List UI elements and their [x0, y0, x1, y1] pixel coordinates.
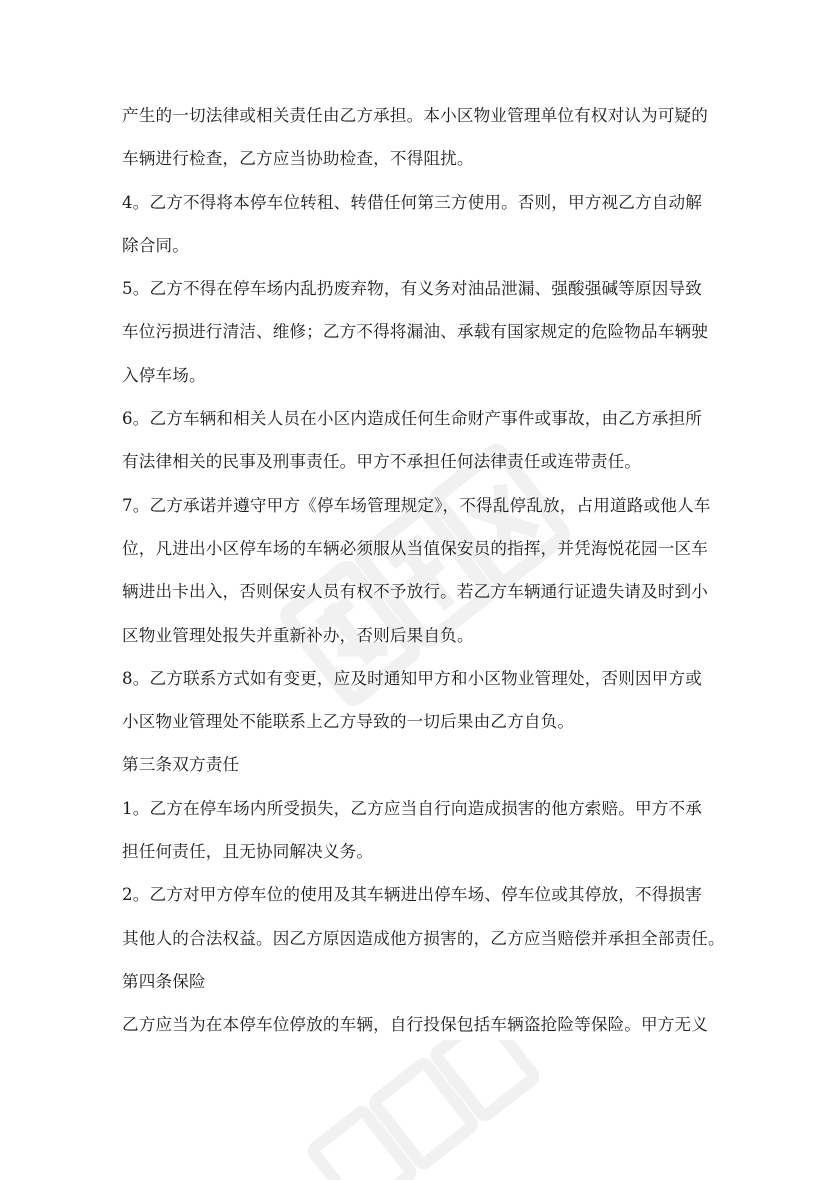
- clause-6-line: 6。乙方车辆和相关人员在小区内造成任何生命财产事件或事故，由乙方承担所: [122, 409, 702, 429]
- section-heading-article-4: 第四条保险: [122, 971, 206, 991]
- clause-8-line: 8。乙方联系方式如有变更，应及时通知甲方和小区物业管理处，否则因甲方或: [122, 668, 702, 688]
- clause-4-line: 4。乙方不得将本停车位转租、转借任何第三方使用。否则，甲方视乙方自动解: [122, 192, 702, 212]
- text-line: 担任何责任，且无协同解决义务。: [122, 842, 374, 862]
- text-line: 除合同。: [122, 235, 189, 255]
- text-line: 入停车场。: [122, 365, 206, 385]
- text-line: 小区物业管理处不能联系上乙方导致的一切后果由乙方自负。: [122, 712, 575, 732]
- body-text: [122, 106, 725, 1059]
- text-line: 辆进出卡出入，否则保安人员有权不予放行。若乙方车辆通行证遗失请及时到小: [122, 582, 709, 602]
- text-line: 其他人的合法权益。因乙方原因造成他方损害的，乙方应当赔偿并承担全部责任。: [122, 928, 725, 948]
- watermark-logo-icon: [290, 1040, 550, 1180]
- text-line: 位，凡进出小区停车场的车辆必须服从当值保安员的指挥，并凭海悦花园一区车: [122, 538, 709, 558]
- text-line: 产生的一切法律或相关责任由乙方承担。本小区物业管理单位有权对认为可疑的: [122, 106, 709, 125]
- text-line: 有法律相关的民事及刑事责任。甲方不承担任何法律责任或连带责任。: [122, 452, 642, 472]
- text-line: 区物业管理处报失并重新补办，否则后果自负。: [122, 625, 474, 645]
- text-line: 车辆进行检查，乙方应当协助检查，不得阻扰。: [122, 149, 474, 169]
- clause-1-line: 1。乙方在停车场内所受损失，乙方应当自行向造成损害的他方索赔。甲方不承: [122, 798, 702, 818]
- clause-5-line: 5。乙方不得在停车场内乱扔废弃物，有义务对油品泄漏、强酸强碱等原因导致: [122, 279, 702, 299]
- text-line: 乙方应当为在本停车位停放的车辆，自行投保包括车辆盗抢险等保险。甲方无义: [122, 1015, 709, 1035]
- clause-7-line: 7。乙方承诺并遵守甲方《停车场管理规定》，不得乱停乱放，占用道路或他人车: [122, 495, 711, 515]
- clause-2-line: 2。乙方对甲方停车位的使用及其车辆进出停车场、停车位或其停放，不得损害: [122, 885, 702, 905]
- section-heading-article-3: 第三条双方责任: [122, 755, 240, 775]
- text-line: 车位污损进行清洁、维修；乙方不得将漏油、承载有国家规定的危险物品车辆驶: [122, 322, 709, 342]
